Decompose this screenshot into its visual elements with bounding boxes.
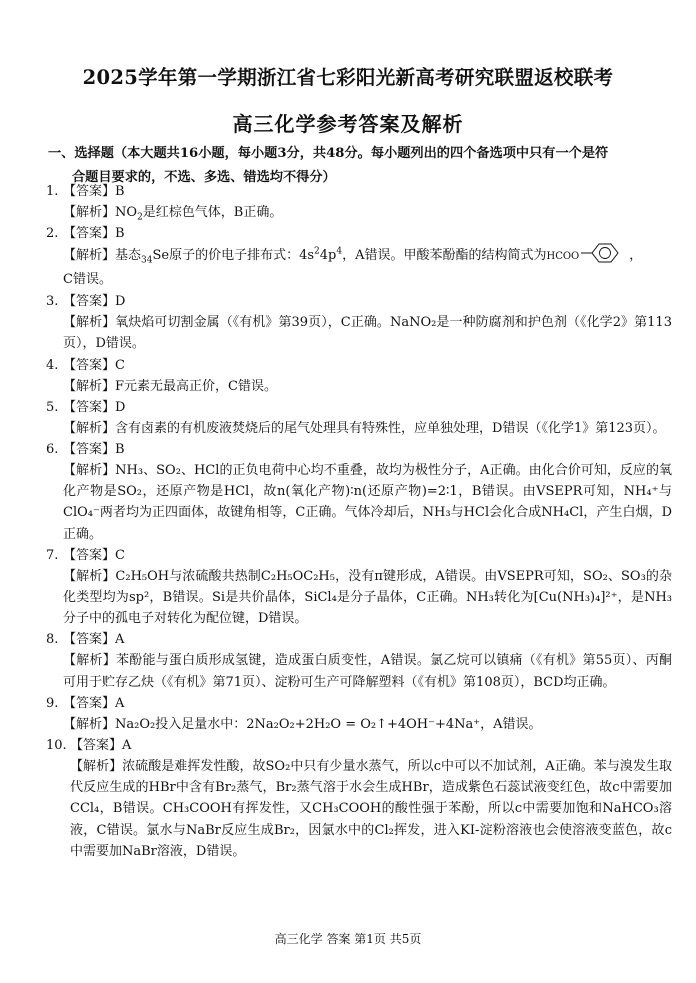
answer-line: [46, 693, 672, 714]
explanation-text: 含有卤素的有机废液焚烧后的尾气处理具有特殊性，应单独处理，D错误（《化学1》第123页）。: [115, 420, 666, 436]
question-4: [46, 355, 672, 397]
question-number: 7.: [46, 547, 59, 563]
question-7: [46, 545, 672, 630]
explanation: [63, 312, 672, 354]
answer-label: 【答案】: [63, 226, 116, 242]
answer-label: 【答案】: [63, 632, 116, 648]
explanation: [63, 244, 672, 291]
document-subtitle: 高三化学参考答案及解析: [232, 112, 464, 136]
answer-label: 【答案】: [63, 399, 116, 415]
answer-list: [46, 181, 672, 862]
section-heading-line1: 一、选择题（本大题共16小题，每小题3分，共48分。每小题列出的四个备选项中只有一个是符: [48, 146, 609, 161]
subscript: 2: [137, 212, 143, 223]
answer-line: [46, 735, 672, 756]
answer-line: [46, 181, 672, 202]
answer-line: [46, 545, 672, 566]
question-number: 1.: [46, 184, 59, 199]
question-2: [46, 223, 672, 291]
analysis-label: 【解析】: [63, 653, 116, 669]
explanation-text: C错误。: [63, 272, 112, 288]
answer-value: A: [122, 738, 132, 754]
analysis-label: 【解析】: [63, 420, 116, 436]
explanation: [63, 418, 672, 439]
answer-value: A: [115, 632, 125, 648]
answer-value: C: [115, 547, 125, 563]
explanation: [63, 376, 672, 397]
section-heading-line2: 合题目要求的，不选、多选、错选均不得分）: [72, 170, 336, 185]
explanation-text: C₂H₅OH与浓硫酸共热制C₂H₅OC₂H₅，没有π键形成，A错误。由VSEPR可知，SO₂、SO₃的杂化类型均为sp²，B错误。Si是共价晶体，SiCl₄是分子晶体，C正确。NH₃转化为[Cu(NH₃)₄]²⁺，是NH₃分子中的孤电子对转化为配位键，D错误。: [63, 568, 672, 627]
explanation-text: F元素无最高正价，C错误。: [115, 378, 277, 394]
analysis-label: 【解析】: [63, 248, 116, 264]
explanation: [63, 650, 672, 692]
answer-label: 【答案】: [63, 184, 116, 199]
explanation-text: 浓硫酸是难挥发性酸，故SO₂中只有少量水蒸气，所以c中可以不加试剂，A正确。苯与溴发生取代反应生成的HBr中含有Br₂蒸气，Br₂蒸气溶于水会生成HBr，造成紫色石蕊试液变红色，故c中需要加CCl₄，B错误。CH₃COOH有挥发性，又CH₃COOH的酸性强于苯酚，所以c中需要加饱和NaHCO₃溶液，C错误。氯水与NaBr反应生成Br₂，因氯水中的Cl₂挥发，进入KI-淀粉溶液也会使溶液变蓝色，故c中需要加NaBr溶液，D错误。: [70, 759, 672, 859]
question-number: 9.: [46, 695, 59, 711]
explanation: [63, 714, 672, 735]
explanation-text: 4p: [319, 248, 337, 264]
question-9: [46, 693, 672, 735]
document-title: 2025学年第一学期浙江省七彩阳光新高考研究联盟返校联考: [82, 66, 614, 89]
question-number: 3.: [46, 294, 59, 310]
question-8: [46, 629, 672, 692]
explanation-text: ，: [629, 248, 643, 264]
analysis-label: 【解析】: [63, 378, 116, 394]
explanation: [63, 202, 672, 223]
question-number: 5.: [46, 399, 59, 415]
answer-line: [46, 355, 672, 376]
answer-line: [46, 291, 672, 312]
explanation: [63, 566, 672, 630]
analysis-label: 【解析】: [63, 205, 116, 220]
superscript: 4: [336, 246, 343, 257]
benzene-ring-icon: [581, 242, 627, 264]
explanation-text: Na₂O₂投入足量水中：2Na₂O₂+2H₂O = O₂↑+4OH⁻+4Na⁺，A错误。: [115, 716, 542, 732]
question-number: 4.: [46, 357, 59, 373]
explanation-text: NO: [115, 205, 138, 220]
answer-label: 【答案】: [63, 357, 116, 373]
question-5: [46, 397, 672, 439]
explanation-text: Se原子的价电子排布式：4s: [152, 248, 315, 264]
analysis-label: 【解析】: [63, 716, 116, 732]
superscript: 2: [314, 246, 320, 257]
answer-line: [46, 223, 672, 244]
analysis-label: 【解析】: [63, 315, 116, 331]
explanation: [63, 460, 672, 545]
answer-value: B: [115, 226, 125, 242]
explanation: [70, 756, 672, 862]
answer-value: A: [115, 695, 125, 711]
answer-value: C: [115, 357, 125, 373]
answer-value: B: [115, 442, 125, 458]
answer-label: 【答案】: [63, 695, 116, 711]
answer-label: 【答案】: [63, 442, 116, 458]
question-number: 2.: [46, 226, 59, 242]
question-3: [46, 291, 672, 354]
answer-value: D: [115, 399, 126, 415]
explanation-text: 是红棕色气体，B正确。: [142, 205, 283, 220]
question-1: [46, 181, 672, 223]
question-6: [46, 439, 672, 545]
page-footer: 高三化学 答案 第1页 共5页: [274, 932, 422, 946]
analysis-label: 【解析】: [63, 463, 116, 479]
explanation-text: ，A错误。甲酸苯酚酯的结构简式为: [342, 248, 547, 264]
answer-label: 【答案】: [70, 738, 123, 754]
question-number: 8.: [46, 632, 59, 648]
analysis-label: 【解析】: [70, 759, 123, 775]
answer-label: 【答案】: [63, 294, 116, 310]
explanation-text: 氧炔焰可切割金属（《有机》第39页），C正确。NaNO₂是一种防腐剂和护色剂（《化学2》第113页），D错误。: [63, 315, 672, 352]
formula-hcoo: HCOO: [546, 251, 580, 263]
subscript: 34: [141, 255, 153, 266]
answer-line: [46, 439, 672, 460]
question-number: 6.: [46, 442, 59, 458]
analysis-label: 【解析】: [63, 568, 116, 584]
answer-value: B: [115, 184, 125, 199]
question-number: 10.: [46, 738, 67, 754]
answer-line: [46, 397, 672, 418]
question-10: [46, 735, 672, 862]
explanation-text: 基态: [115, 248, 142, 264]
explanation-text: 苯酚能与蛋白质形成氢键，造成蛋白质变性，A错误。氯乙烷可以镇痛（《有机》第55页）、丙酮可用于贮存乙炔（《有机》第71页）、淀粉可生产可降解塑料（《有机》第108页），BCD均正确。: [63, 653, 672, 690]
explanation-text: NH₃、SO₂、HCl的正负电荷中心均不重叠，故均为极性分子，A正确。由化合价可知，反应的氧化产物是SO₂，还原产物是HCl，故n(氧化产物)∶n(还原产物)=2∶1，B错误。由VSEPR可知，NH₄⁺与ClO₄⁻两者均为正四面体，故键角相等，C正确。气体冷却后，NH₃与HCl会化合成NH₄Cl，产生白烟，D正确。: [63, 463, 672, 542]
answer-line: [46, 629, 672, 650]
answer-label: 【答案】: [63, 547, 116, 563]
answer-value: D: [115, 294, 126, 310]
